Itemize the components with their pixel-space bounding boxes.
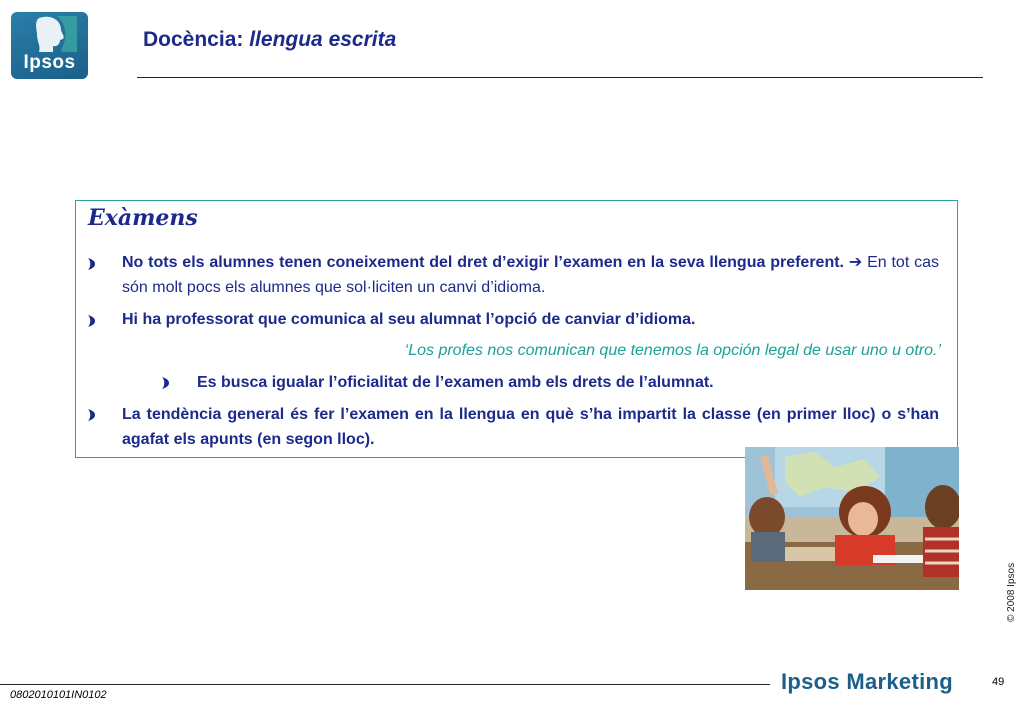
page-title — [143, 28, 396, 52]
sub-bullet-marker-icon — [162, 377, 169, 389]
bullet-3-bold: La tendència general és fer l’examen en la llengua en què s’ha impartit la classe (en primer lloc) o s’han agafat els apunts (en segon lloc). — [122, 406, 939, 448]
content-box — [75, 200, 958, 458]
bullet-1 — [122, 250, 939, 300]
bullet-marker-icon — [88, 315, 95, 327]
arrow-right-icon: ➔ — [848, 254, 863, 271]
bullet-3 — [122, 402, 939, 452]
page-number: 49 — [992, 676, 1005, 688]
box-heading: Exàmens — [88, 205, 198, 231]
sub-bullet — [197, 370, 937, 395]
sub-bullet-bold: Es busca igualar l’oficialitat de l’examen amb els drets de l’alumnat. — [197, 374, 714, 391]
bullet-marker-icon — [88, 409, 95, 421]
title-prefix: Docència: — [143, 28, 244, 51]
bullet-2-bold: Hi ha professorat que comunica al seu alumnat l’opció de canviar d’idioma. — [122, 311, 696, 328]
copyright-text: © 2008 Ipsos — [1006, 562, 1017, 622]
bullet-marker-icon — [88, 258, 95, 270]
document-code: 0802010101IN0102 — [10, 689, 107, 701]
logo-text: Ipsos — [23, 52, 76, 73]
bullet-1-bold: No tots els alumnes tenen coneixement del dret d’exigir l’examen en la seva llengua preferent. — [122, 254, 845, 271]
ipsos-logo — [11, 12, 88, 79]
bullet-1-plain: En tot cas són molt pocs els alumnes que sol·liciten un canvi d’idioma. — [122, 254, 939, 296]
footer-brand: Ipsos Marketing — [781, 669, 953, 694]
title-divider — [137, 77, 983, 78]
title-italic: llengua escrita — [249, 28, 397, 51]
quote-text: ‘Los profes nos comunican que tenemos la opción legal de usar uno u otro.’ — [404, 342, 941, 359]
classroom-photo — [745, 447, 959, 590]
bullet-2 — [122, 307, 939, 332]
footer-divider — [0, 684, 770, 685]
